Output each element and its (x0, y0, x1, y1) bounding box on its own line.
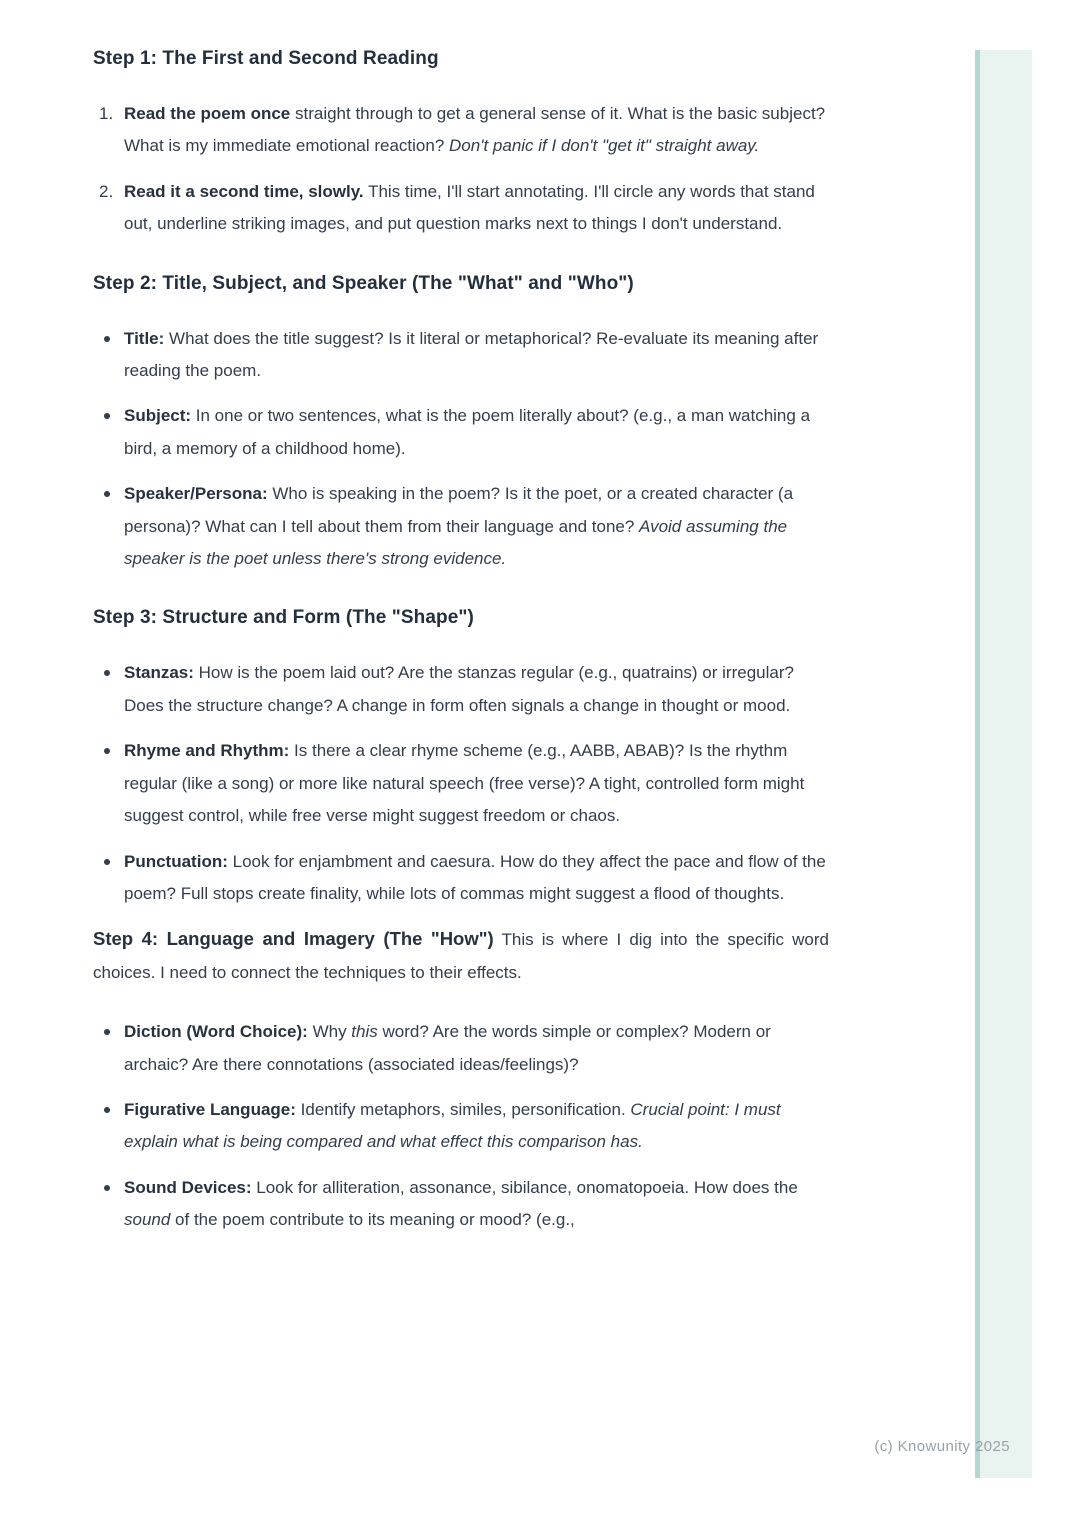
list-item (93, 176, 829, 241)
emphasis-bold: Diction (Word Choice): (124, 1022, 308, 1042)
notes-content (93, 46, 829, 1250)
list-item (93, 478, 829, 575)
emphasis-bold: Sound Devices: (124, 1177, 252, 1197)
emphasis-bold: Punctuation: (124, 851, 228, 871)
emphasis-bold: Step 4: Language and Imagery (The "How") (93, 928, 494, 950)
list-item (93, 735, 829, 832)
text-run: Look for enjambment and caesura. How do they affect the pace and flow of the poem? Full stops create finality, while lots of commas might suggest a flood of thoughts. (124, 851, 826, 903)
step-section (93, 923, 829, 1236)
text-run: In one or two sentences, what is the poem literally about? (e.g., a man watching a bird, a memory of a childhood home). (124, 406, 811, 458)
list-item (93, 323, 829, 388)
emphasis-bold: Read the poem once (124, 104, 291, 123)
list-item (93, 846, 829, 911)
step-section (93, 605, 829, 910)
text-run: This is where I dig into the specific word choices. I need to connect the techniques to their effects. (93, 930, 829, 982)
bullet-list (93, 323, 829, 576)
copyright-watermark: (c) Knowunity 2025 (874, 1438, 1010, 1455)
bullet-list (93, 1016, 829, 1236)
text-run: What does the title suggest? Is it literal or metaphorical? Re-evaluate its meaning after reading the poem. (124, 328, 819, 381)
step-section (93, 46, 829, 241)
list-item (93, 98, 829, 163)
step-intro-paragraph (93, 923, 829, 989)
text-run: Who is speaking in the poem? Is it the poet, or a created character (a persona)? What can I tell about them from their language and tone? (124, 484, 794, 536)
emphasis-italic: this (351, 1022, 378, 1042)
numbered-list (93, 98, 829, 241)
step-section (93, 271, 829, 576)
text-run: word? Are the words simple or complex? Modern or archaic? Are there connotations (associated ideas/feelings)? (124, 1022, 771, 1074)
list-item (93, 1016, 829, 1081)
emphasis-bold: Subject: (124, 406, 192, 426)
emphasis-bold: Rhyme and Rhythm: (124, 741, 290, 761)
emphasis-italic: Crucial point: I must explain what is being compared and what effect this comparison has. (124, 1099, 781, 1152)
text-run: This time, I'll start annotating. I'll circle any words that stand out, underline striking images, and put question marks next to things I don't understand. (124, 181, 815, 234)
step-heading: Step 2: Title, Subject, and Speaker (The "What" and "Who") (93, 272, 634, 294)
text-run: Look for alliteration, assonance, sibilance, onomatopoeia. How does the (251, 1177, 798, 1197)
text-run: Is there a clear rhyme scheme (e.g., AABB, ABAB)? Is the rhythm regular (like a song) or more like natural speech (free verse)? A tight, controlled form might suggest control, while free verse might suggest freedom or chaos. (124, 741, 805, 826)
bullet-list (93, 657, 829, 910)
emphasis-bold: Figurative Language: (124, 1099, 296, 1119)
emphasis-bold: Read it a second time, slowly. (124, 181, 364, 201)
text-run: straight through to get a general sense of it. What is the basic subject? What is my immediate emotional reaction? (124, 104, 826, 156)
text-run: Identify metaphors, similes, personification. (295, 1099, 631, 1119)
text-run: of the poem contribute to its meaning or mood? (e.g., (170, 1210, 575, 1230)
emphasis-italic: sound (124, 1210, 171, 1230)
text-run: Why (307, 1022, 352, 1042)
list-item (93, 400, 829, 465)
list-item (93, 657, 829, 722)
emphasis-bold: Speaker/Persona: (124, 484, 268, 504)
page-accent-bar (975, 50, 1032, 1478)
emphasis-bold: Title: (124, 328, 165, 348)
emphasis-bold: Stanzas: (124, 663, 194, 683)
emphasis-italic: Avoid assuming the speaker is the poet unless there's strong evidence. (124, 516, 788, 569)
emphasis-italic: Don't panic if I don't "get it" straight away. (449, 136, 760, 156)
list-item (93, 1094, 829, 1159)
list-item (93, 1172, 829, 1237)
text-run: How is the poem laid out? Are the stanzas regular (e.g., quatrains) or irregular? Does the structure change? A change in form often signals a change in thought or mood. (124, 663, 794, 715)
step-heading: Step 3: Structure and Form (The "Shape") (93, 607, 474, 629)
step-heading: Step 1: The First and Second Reading (93, 48, 439, 69)
